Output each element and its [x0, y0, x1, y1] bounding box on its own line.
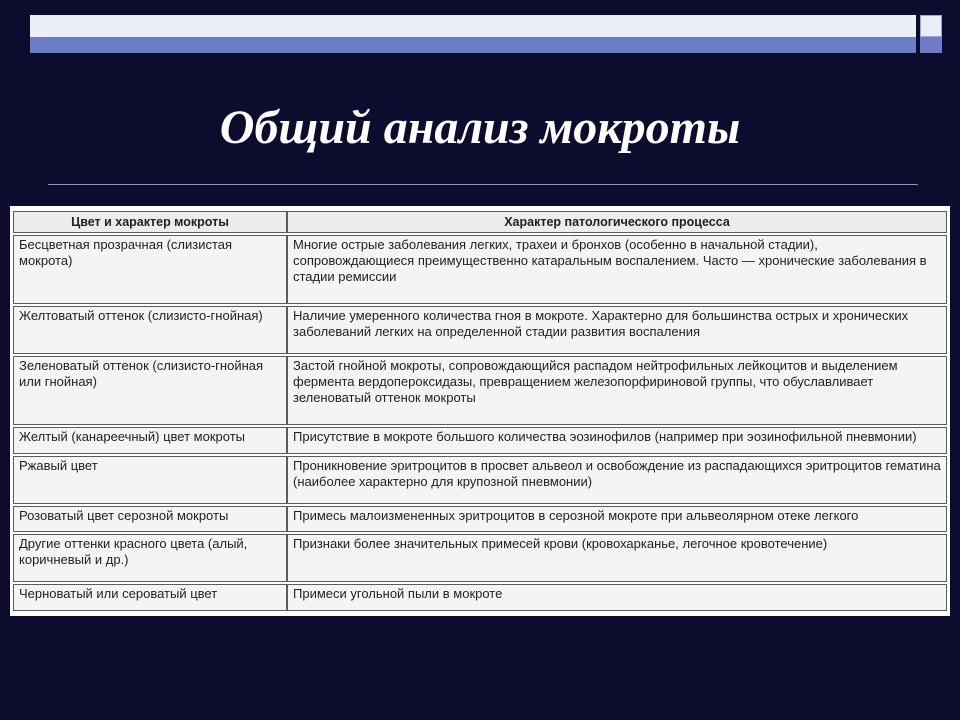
cell-process: Признаки более значительных примесей крови (кровохарканье, легочное кровотечение) [287, 534, 947, 582]
table-row [13, 584, 947, 611]
cell-color: Ржавый цвет [13, 456, 287, 504]
table-row [13, 235, 947, 304]
table-row [13, 427, 947, 454]
slide-title: Общий анализ мокроты [219, 101, 741, 154]
cell-color: Розоватый цвет серозной мокроты [13, 506, 287, 533]
decorative-top-stripe [30, 37, 916, 53]
cell-color: Другие оттенки красного цвета (алый, коричневый и др.) [13, 534, 287, 582]
table-header-row [13, 211, 947, 233]
cell-process: Застой гнойной мокроты, сопровождающийся распадом нейтрофильных лейкоцитов и выделением фермента вердопероксидазы, превращением железопорфириновой группы, что обуславливает зеленоватый оттенок мокроты [287, 356, 947, 425]
cell-color: Черноватый или сероватый цвет [13, 584, 287, 611]
table-row [13, 356, 947, 425]
cell-process: Многие острые заболевания легких, трахеи и бронхов (особенно в начальной стадии), сопровождающиеся преимущественно катаральным воспалением. Часто — хронические заболевания в стадии ремиссии [287, 235, 947, 304]
table-frame [10, 206, 950, 616]
cell-color: Зеленоватый оттенок (слизисто-гнойная или гнойная) [13, 356, 287, 425]
header-process: Характер патологического процесса [287, 211, 947, 233]
cell-process: Примесь малоизмененных эритроцитов в серозной мокроте при альвеолярном отеке легкого [287, 506, 947, 533]
cell-color: Желтоватый оттенок (слизисто-гнойная) [13, 306, 287, 354]
title-divider [48, 184, 918, 185]
table-row [13, 456, 947, 504]
table-row [13, 506, 947, 533]
cell-process: Присутствие в мокроте большого количества эозинофилов (например при эозинофильной пневмонии) [287, 427, 947, 454]
cell-color: Желтый (канареечный) цвет мокроты [13, 427, 287, 454]
header-color: Цвет и характер мокроты [13, 211, 287, 233]
sputum-table [13, 209, 947, 613]
cell-color: Бесцветная прозрачная (слизистая мокрота) [13, 235, 287, 304]
decorative-corner-square-stripe [920, 37, 942, 53]
table-row [13, 306, 947, 354]
decorative-corner-square [920, 15, 942, 37]
decorative-top-bar [30, 15, 916, 53]
cell-process: Наличие умеренного количества гноя в мокроте. Характерно для большинства острых и хронических заболеваний легких на определенной стадии развития воспаления [287, 306, 947, 354]
cell-process: Примеси угольной пыли в мокроте [287, 584, 947, 611]
cell-process: Проникновение эритроцитов в просвет альвеол и освобождение из распадающихся эритроцитов гематина (наиболее характерно для крупозной пневмонии) [287, 456, 947, 504]
table-row [13, 534, 947, 582]
